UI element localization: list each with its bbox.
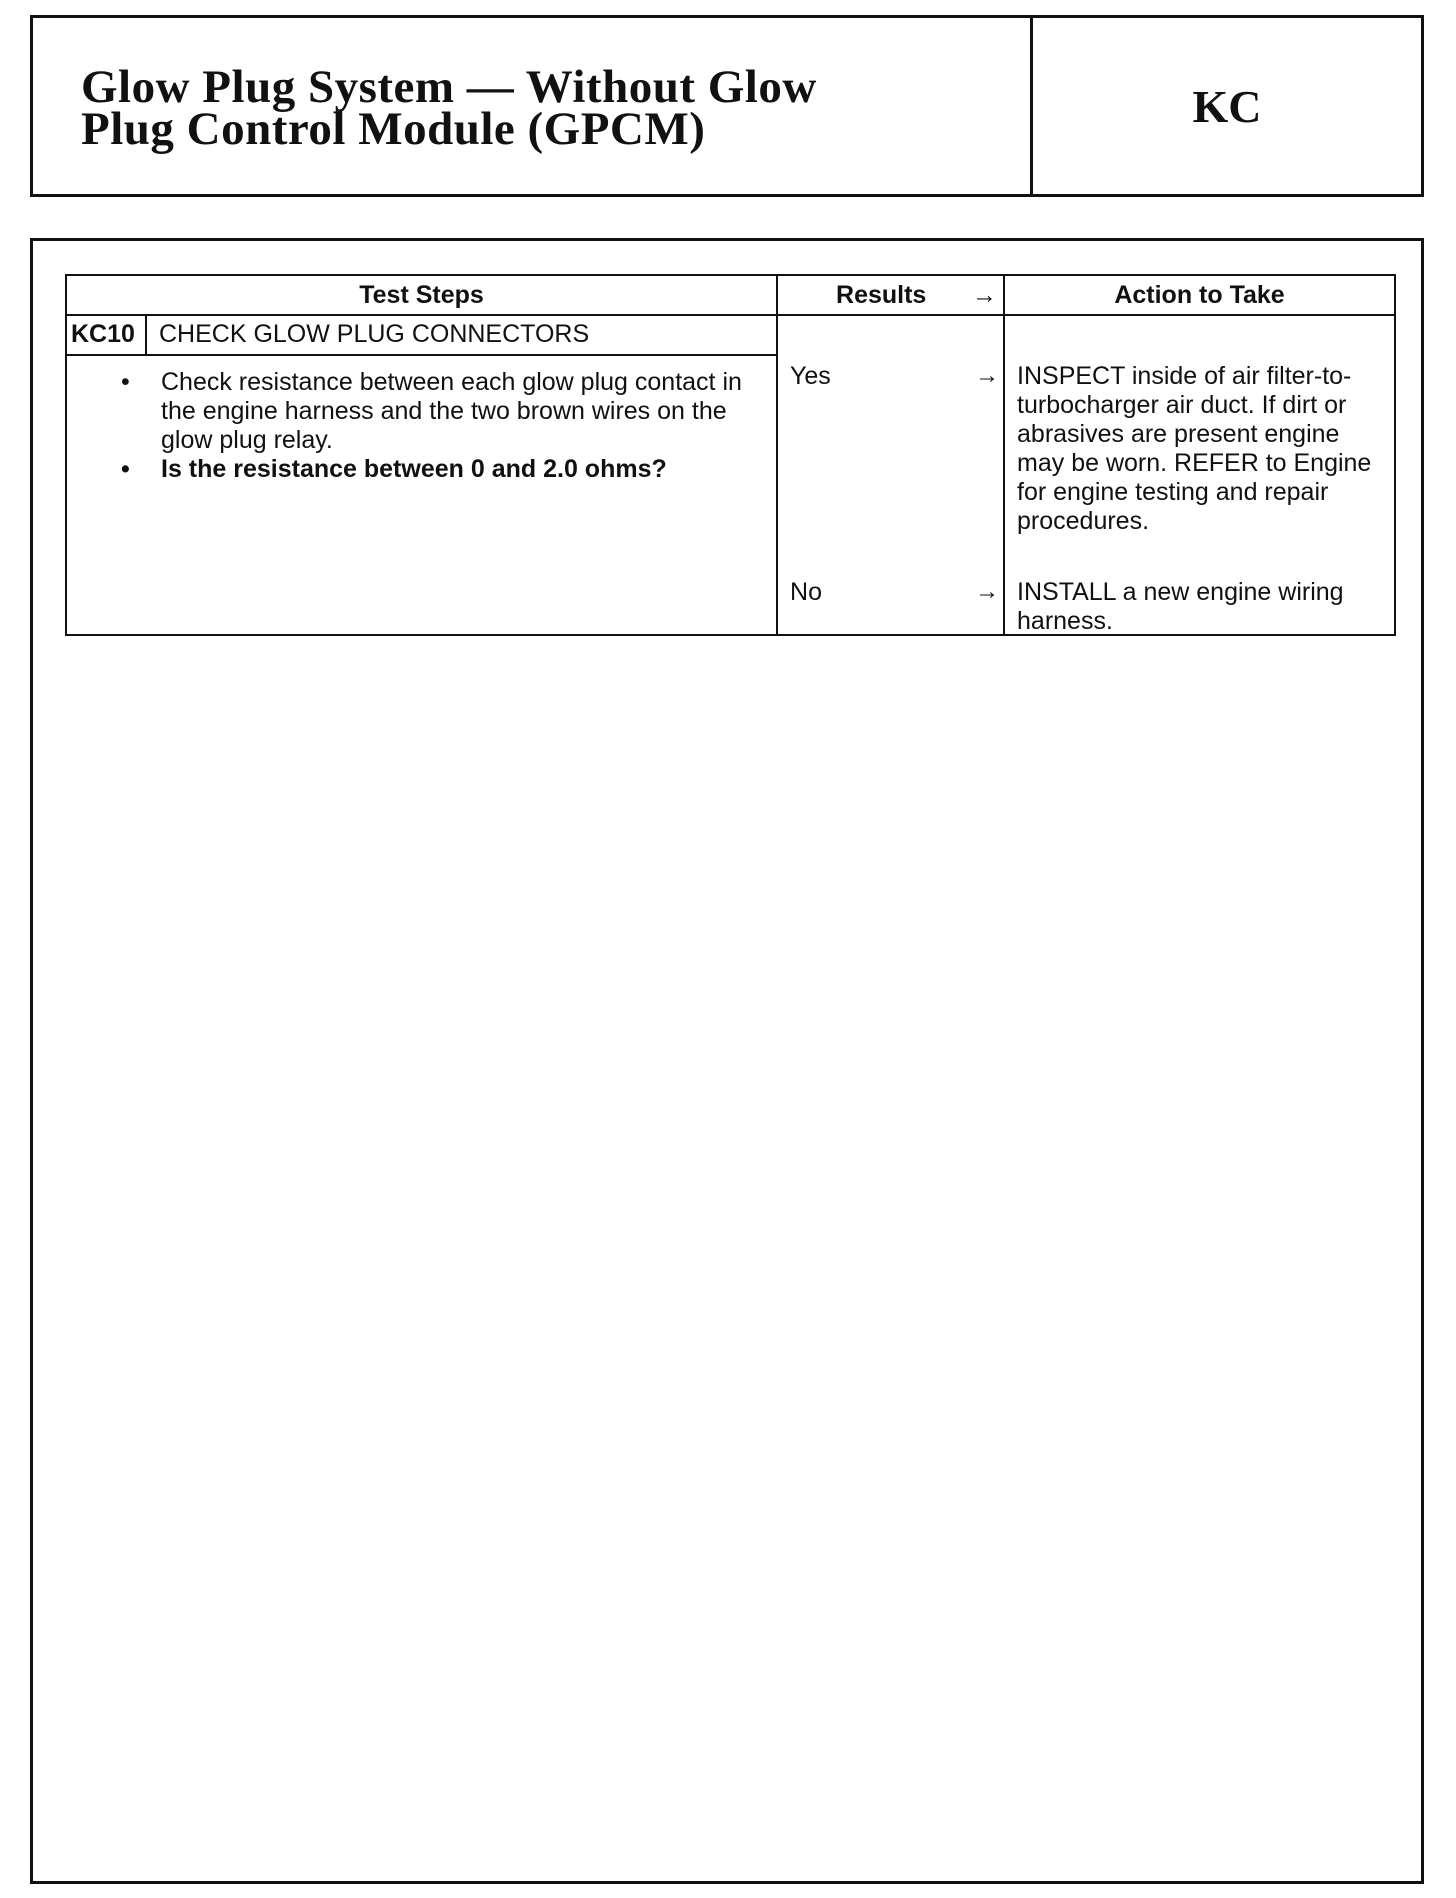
result-yes: Yes bbox=[790, 362, 831, 390]
bullet-instruction: • Check resistance between each glow plug contact in the engine harness and the two brown wires on the glow plug relay. bbox=[161, 368, 756, 455]
header-action: Action to Take bbox=[1004, 275, 1395, 315]
content-box bbox=[30, 238, 1424, 1884]
header-test-steps: Test Steps bbox=[66, 275, 777, 315]
step-title-row bbox=[66, 315, 1395, 355]
step-id: KC10 bbox=[66, 315, 146, 355]
result-no-arrow-icon: → bbox=[975, 578, 1000, 605]
action-no: INSTALL a new engine wiring harness. bbox=[1017, 578, 1344, 635]
header-title-cell bbox=[33, 18, 1033, 194]
step-title: CHECK GLOW PLUG CONNECTORS bbox=[146, 315, 777, 355]
action-yes: INSPECT inside of air filter-to-turbocharger air duct. If dirt or abrasives are present engine may be worn. REFER to Engine for engine testing and repair procedures. bbox=[1017, 362, 1372, 535]
result-no: No bbox=[790, 578, 822, 606]
header-results-label: Results bbox=[836, 280, 927, 309]
bullet-question: • Is the resistance between 0 and 2.0 ohms? bbox=[161, 455, 756, 484]
step-bullets bbox=[67, 368, 776, 484]
section-code: KC bbox=[1192, 80, 1262, 132]
result-yes-arrow-icon: → bbox=[975, 362, 1000, 389]
header-results bbox=[777, 275, 1004, 315]
test-steps-table bbox=[65, 274, 1396, 636]
table-header-row bbox=[66, 275, 1395, 315]
page-title bbox=[81, 61, 817, 155]
header-box bbox=[30, 15, 1424, 197]
section-code-cell bbox=[1033, 18, 1421, 194]
results-cell bbox=[777, 315, 1004, 635]
step-body bbox=[66, 355, 777, 635]
action-cell bbox=[1004, 315, 1395, 635]
page-title-line1: Glow Plug System — Without Glow bbox=[81, 61, 817, 113]
page-title-line2: Plug Control Module (GPCM) bbox=[81, 103, 706, 155]
header-results-arrow-icon: → bbox=[972, 280, 998, 309]
